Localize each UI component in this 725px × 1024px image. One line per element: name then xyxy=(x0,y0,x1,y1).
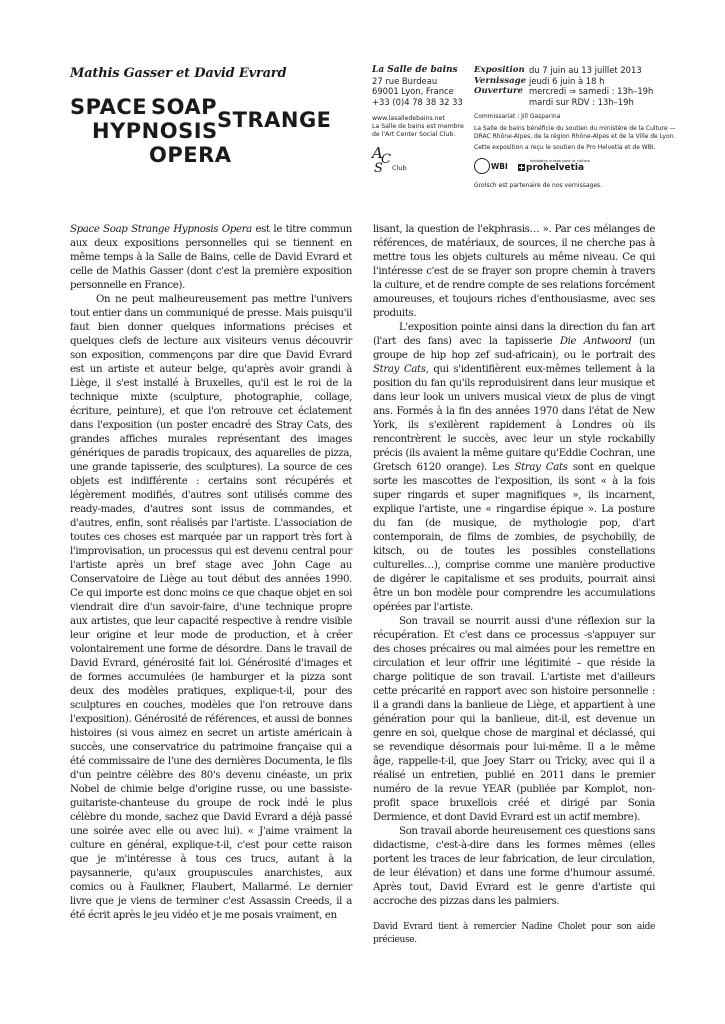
date-value: mardi sur RDV : 13h–19h xyxy=(529,96,634,107)
venue-membership-line: La Salle de bains est membre xyxy=(372,123,464,130)
pro-helvetia-wordmark xyxy=(518,163,584,173)
date-row xyxy=(474,97,676,108)
paragraph-text: est le titre commun aux deux expositions personnelles qui se tiennent en même temps à la Salle de Bains, celle de David Evrard et celle de Mathis Gasser (dont c'est la première exposition personnelle en France). xyxy=(70,224,352,291)
italic-title: Stray Cats xyxy=(373,364,426,375)
paragraph-text: sont en quelque sorte les mascottes de l'exposition, ils sont « à la fois super ringards et super magnifiques », ils incarnent, explique l'artiste, une « ringardise épique ». La posture du fan (de musique, de mythologie pop, d'art contemporain, de films de zombies, de psychobilly, de kitsch, ou de toutes les possibles constellations culturelles…), comprise comme une manière productive de digérer le capitalisme et ses produits, pourrait ainsi être un bon modèle pour comprendre les accumulations opérées par l'artiste. xyxy=(373,462,655,613)
body-column-right xyxy=(373,223,655,947)
wbi-logo xyxy=(474,158,508,174)
grolsch-partner-line: Grolsch est partenaire de nos vernissages. xyxy=(474,182,603,189)
sponsor-logos xyxy=(474,158,654,178)
venue-phone: +33 (0)4 78 38 32 33 xyxy=(372,96,463,107)
authors-heading: Mathis Gasser et David Evrard xyxy=(70,66,287,81)
date-value: jeudi 6 juin à 18 h xyxy=(529,75,605,86)
italic-title: Die Antwoord xyxy=(559,336,632,347)
paragraph: Son travail se nourrit aussi d'une réflexion sur la récupération. Et c'est dans ce processus -s'appuyer sur des choses précaires ou mal aimées pour les remettre en circulation et leur offrir une légitimité – que réside la charge politique de son travail. L'artiste met d'ailleurs cette précarité en rapport avec son histoire personnelle : il a grandi dans la banlieue de Liège, et appartient à une génération pour qui la banlieue, dit-il, est devenue un genre en soi, quelque chose de marginal et déclassé, qui se revendique désormais pour lui-même. Il a le même âge, rappelle-t-il, que Joey Starr ou Tricky, avec qui il a réalisé un entretien, publié en 2011 dans le premier numéro de la revue YEAR (publiée par Komplot, non-profit space bruxellois créé et dirigé par Sonia Dermience, et dont David Evrard est un actif membre). xyxy=(373,616,655,823)
venue-address-line: 69001 Lyon, France xyxy=(372,86,454,96)
venue-website-link[interactable]: www.lasalledebains.net xyxy=(372,115,445,122)
paragraph xyxy=(373,321,655,615)
title-word-hypnosis: HYPNOSIS xyxy=(92,119,218,143)
date-row xyxy=(474,76,676,87)
date-row xyxy=(474,65,676,76)
paragraph: On ne peut malheureusement pas mettre l'univers tout entier dans un communiqué de presse. Mais puisqu'il faut bien donner quelques informations précises et quelques clefs de lecture aux visiteurs venus découvrir son exposition, commençons par dire que David Evrard est un artiste et auteur belge, qu'après avoir grandi à Liège, il s'est installé à Bruxelles, qu'il est le roi de la technique mixte (sculpture, photographie, collage, écriture, peinture), et que l'on retrouve cet éclatement dans l'exposition (un poster encadré des Stray Cats, des grandes affiches murales représentant des images génériques de paradis tropicaux, des aquarelles de pizza, une grande tapisserie, des sculptures). La source de ces objets est indifférente : certains sont récupérés et légèrement modifiés, d'autres sont utilisés comme des ready-mades, d'autres sont issus de commandes, et d'autres, enfin, sont réalisés par l'artiste. L'association de toutes ces choses est marquée par un rapport très fort à l'improvisation, un processus qui est devenu central pour l'artiste après un bref stage avec John Cage au Conservatoire de Liège au tout début des années 1990. Ce qui importe est donc moins ce que chaque objet en soi viendrait dire d'un savoir-faire, d'une technique propre aux artistes, que leur capacité respective à rendre visible leur origine et leur mode de production, et à créer volontairement une forme de désordre. Dans le travail de David Evrard, générosité fait loi. Générosité d'images et de formes accumulées (le hamburger et la pizza sont deux des modèles pratiques, explique-t-il, pour des sculptures en couches, modèles que l'on retrouve dans l'exposition). Générosité de références, et aussi de bonnes histoires (si vous aimez en secret un artiste américain à succès, une conservatrice du patrimoine française qui a été commissaire de l'une des dernières Documenta, le fils d'un peintre célèbre des 80's devenu cinéaste, un prix Nobel de chimie belge d'origine russe, ou une bassiste-guitariste-chanteuse du groupe de rock indé le plus célèbre du monde, sachez que David Evrard a déjà passé une soirée avec elle ou avec lui). « J'aime vraiment la culture en général, explique-t-il, c'est pour cette raison que je m'intéresse à tous ces trucs, autant à la paysannerie, qu'aux groupuscules anarchistes, aux comics ou à Faulkner, Flaubert, Mallarmé. Le dernier livre que je viens de terminer c'est Assassin Creeds, il a été écrit après le jeu vidéo et je me posais vraiment, en xyxy=(70,294,352,921)
title-word-soap: SOAP xyxy=(151,95,218,119)
title-word-strange: STRANGE xyxy=(217,108,332,132)
show-title-italic: Space Soap Strange Hypnosis Opera xyxy=(70,224,252,235)
support-line-2: Cette exposition a reçu le soutien de Pro Helvetia et de WBI. xyxy=(474,144,656,152)
pro-helvetia-name: prohelvetia xyxy=(526,163,585,173)
venue-name: La Salle de bains xyxy=(372,65,458,75)
venue-block xyxy=(372,65,464,139)
logo-letter: S xyxy=(374,161,383,176)
dates-block xyxy=(474,65,676,152)
logo-letter: C xyxy=(381,152,391,167)
paragraph-text: , qui s'identifièrent eux-mêmes tellement à la position du fan qu'ils reproduisirent dans leur musique et dans leur look un univers musical vieux de plus de vingt ans. Formés à la fin des années 1970 dans l'état de New York, ils s'exilèrent rapidement à Londres où ils rencontrèrent le succès, avec leur un style rockabilly précis (ils avaient la même guitare qu'Eddie Cochran, une Gretsch 6120 orange). Les xyxy=(373,364,655,473)
date-label: Ouverture xyxy=(474,86,523,96)
paragraph-text: (un groupe de hip hop zef sud-africain), ou le portrait des xyxy=(373,336,655,361)
date-label: Vernissage xyxy=(474,75,527,86)
venue-address-line: 27 rue Burdeau xyxy=(372,75,438,86)
venue-membership-line: de l'Art Center Social Club. xyxy=(372,131,456,138)
date-value: mercredi ⇒ samedi : 13h–19h xyxy=(529,86,654,96)
wbi-logo-text: WBI xyxy=(491,162,508,171)
date-label: Exposition xyxy=(474,65,525,75)
support-line: DRAC Rhône-Alpes, de la région Rhône-Alpes et de la Ville de Lyon. xyxy=(474,132,676,140)
date-value: du 7 juin au 13 juillet 2013 xyxy=(529,65,642,75)
pro-helvetia-tagline: fondation suisse pour la culture xyxy=(530,158,590,163)
date-row xyxy=(474,86,676,97)
acknowledgement: David Evrard tient à remercier Nadine Cholet pour son aide précieuse. xyxy=(373,922,655,945)
curator-line: Commissariat : Jill Gasparina xyxy=(474,113,561,120)
body-column-left xyxy=(70,223,352,923)
title-word-opera: OPERA xyxy=(149,143,232,167)
logo-letter: A xyxy=(372,144,383,162)
logo-club-text: Club xyxy=(392,164,407,172)
title-word-space: SPACE xyxy=(70,95,148,119)
date-label xyxy=(474,97,529,108)
italic-title: Stray Cats xyxy=(514,462,568,473)
support-line: La Salle de bains bénéficie du soutien du ministère de la Culture — xyxy=(474,124,676,132)
swiss-cross-icon xyxy=(518,164,525,171)
paragraph-text: L'exposition pointe ainsi dans la direction du fan art (l'art des fans) avec la tapisserie xyxy=(373,322,655,347)
wbi-globe-icon xyxy=(474,158,490,174)
paragraph: lisant, la question de l'ekphrasis… ». Par ces mélanges de références, de matériaux, de sources, il ne cherche pas à mettre tous les objets culturels au même niveau. Ce qui l'intéresse c'est de se frayer son propre chemin à travers la culture, et de rendre compte de ses relations forcément amoureuses, et toujours riches d'enthousiasme, avec ses produits. xyxy=(373,224,655,319)
paragraph xyxy=(70,223,352,293)
art-center-social-club-logo xyxy=(372,144,412,178)
paragraph: Son travail aborde heureusement ces questions sans didactisme, c'est-à-dire dans les formes mêmes (elles portent les traces de leur fabrication, de leur circulation, de leur élévation) et dans une forme d'humour assumé. Après tout, David Evrard est le genre d'artiste qui accroche des pizzas dans les palmiers. xyxy=(373,826,655,907)
